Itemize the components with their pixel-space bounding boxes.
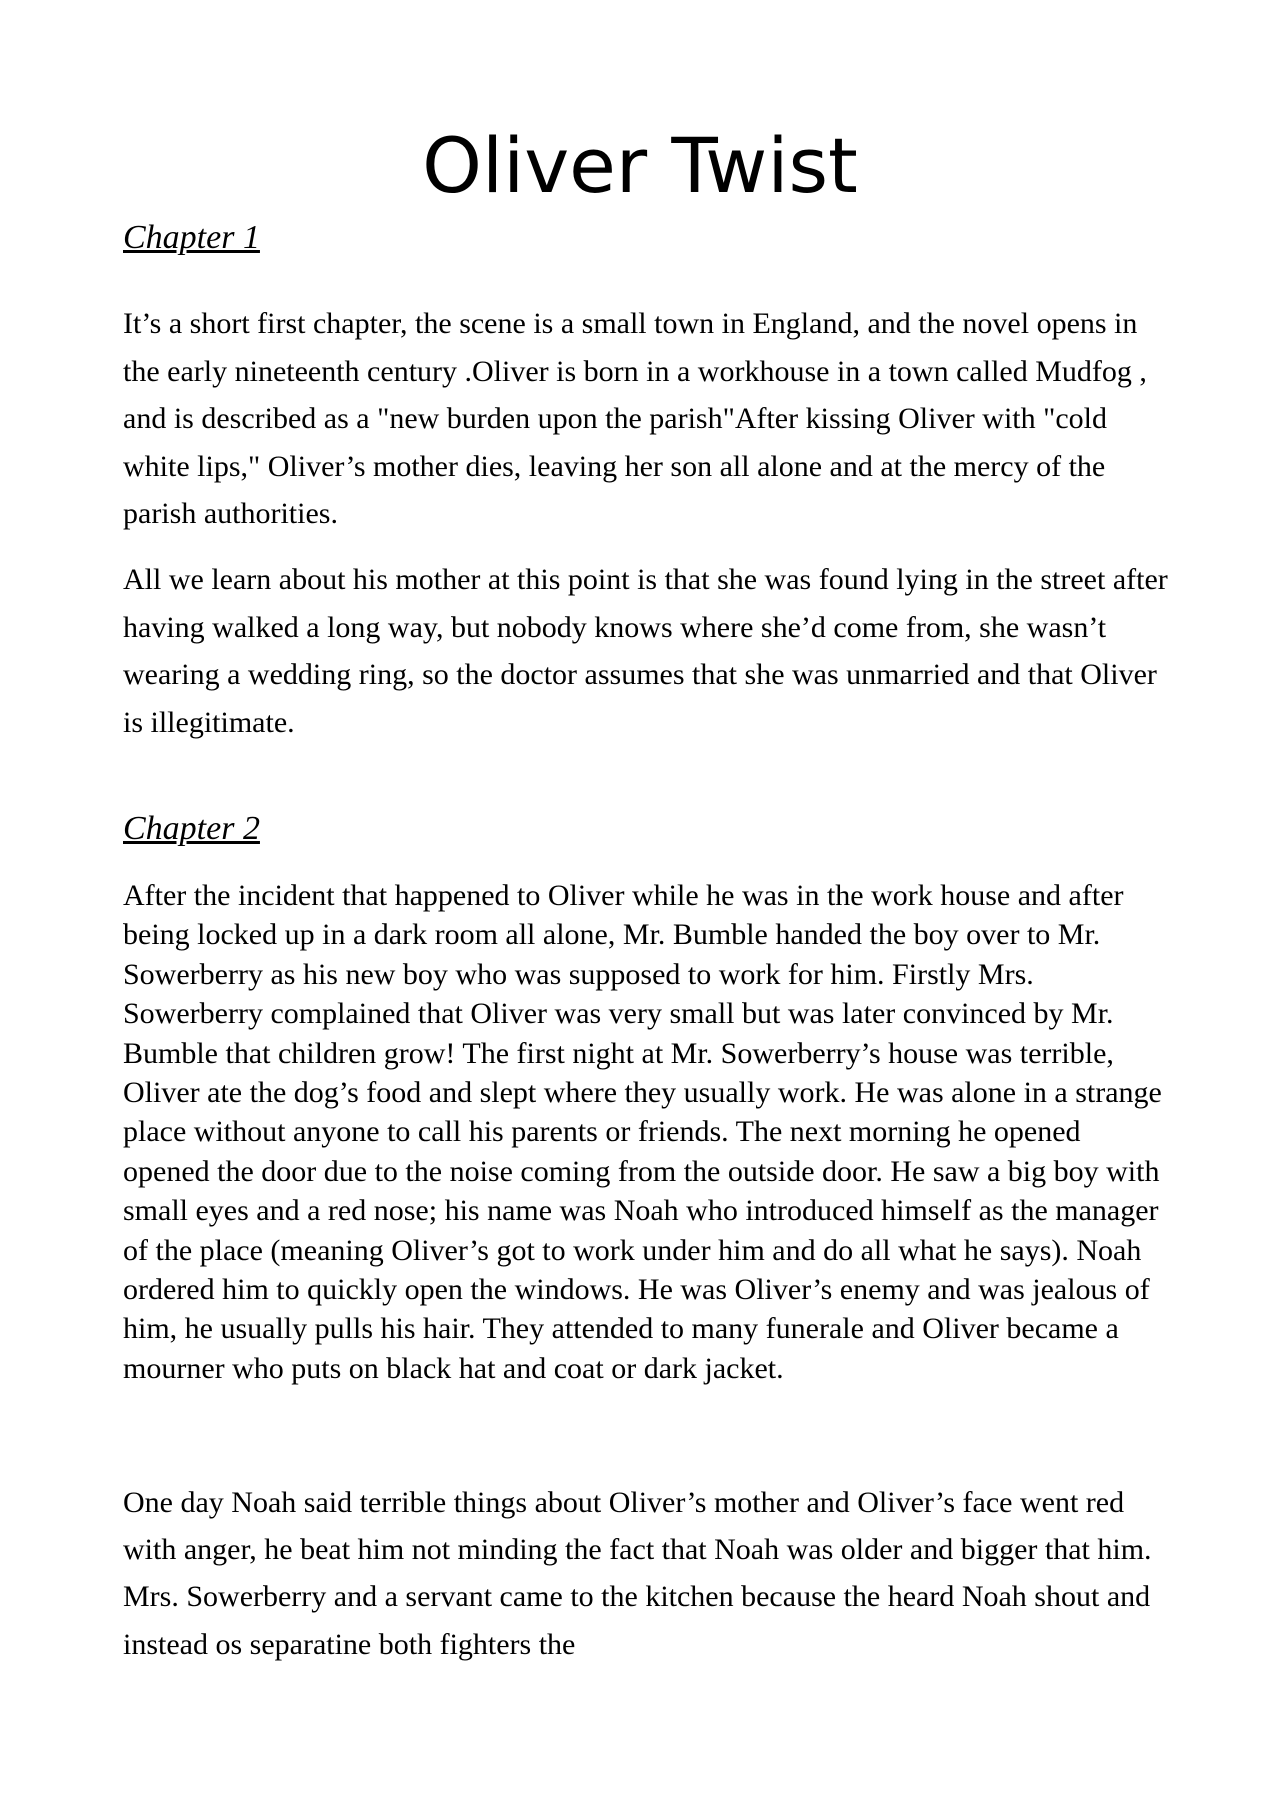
chapter-1-heading: Chapter 1 bbox=[123, 219, 260, 256]
chapter-2-paragraph-1: After the incident that happened to Oliver while he was in the work house and after being locked up in a dark room all alone, Mr. Bumble handed the boy over to Mr. Sowerberry as his new boy who was supposed to work for him. Firstly Mrs. Sowerberry complained that Oliver was very small but was later convinced by Mr. Bumble that children grow! The first night at Mr. Sowerberry’s house was terrible, Oliver ate the dog’s food and slept where they usually work. He was alone in a strange place without anyone to call his parents or friends. The next morning he opened opened the door due to the noise coming from the outside door. He saw a big boy with small eyes and a red nose; his name was Noah who introduced himself as the manager of the place (meaning Oliver’s got to work under him and do all what he says). Noah ordered him to quickly open the windows. He was Oliver’s enemy and was jealous of him, he usually pulls his hair. They attended to many funerale and Oliver became a mourner who puts on black hat and coat or dark jacket. bbox=[123, 879, 1162, 1385]
document-title: Oliver Twist bbox=[422, 121, 858, 210]
chapter-2-heading: Chapter 2 bbox=[123, 810, 260, 847]
chapter-2-paragraph-2: One day Noah said terrible things about Oliver’s mother and Oliver’s face went red with anger, he beat him not minding the fact that Noah was older and bigger that him. Mrs. Sowerberry and a servant came to the kitchen because the heard Noah shout and instead os separatine both fighters the bbox=[123, 1486, 1152, 1661]
chapter-1-paragraph-2: All we learn about his mother at this point is that she was found lying in the street after having walked a long way, but nobody knows where she’d come from, she wasn’t wearing a wedding ring, so the doctor assumes that she was unmarried and that Oliver is illegitimate. bbox=[123, 563, 1168, 739]
chapter-1-paragraph-1: It’s a short first chapter, the scene is a small town in England, and the novel opens in the early nineteenth century .Oliver is born in a workhouse in a town called Mudfog , and is described as a "new burden upon the parish"After kissing Oliver with "cold white lips," Oliver’s mother dies, leaving her son all alone and at the mercy of the parish authorities. bbox=[123, 307, 1147, 531]
